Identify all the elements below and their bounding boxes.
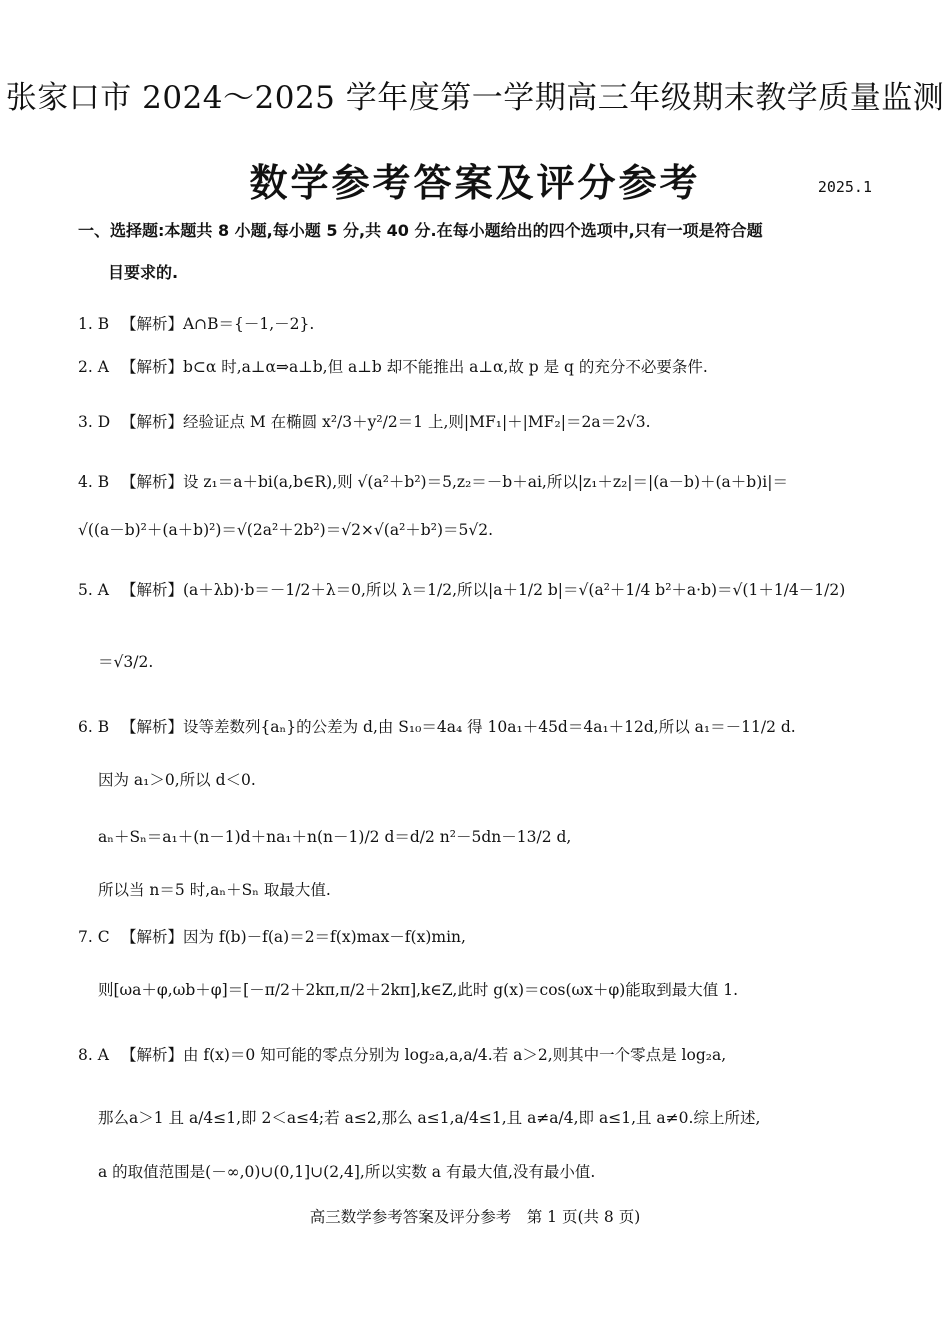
answer-number: 1. B bbox=[78, 315, 110, 333]
answer-text: 【解析】设等差数列{aₙ}的公差为 d,由 S₁₀＝4a₄ 得 10a₁＋45d＝4a₁＋12d,所以 a₁＝－11/2 d. bbox=[120, 718, 796, 736]
answer-number: 8. A bbox=[78, 1046, 109, 1064]
answer-8 bbox=[78, 1043, 878, 1065]
answer-6-cont2: aₙ＋Sₙ＝a₁＋(n－1)d＋na₁＋n(n－1)/2 d＝d/2 n²－5dn－13/2 d, bbox=[98, 828, 572, 846]
answer-1 bbox=[78, 312, 878, 334]
page-subtitle: 数学参考答案及评分参考 bbox=[249, 160, 701, 205]
section-heading-1-cont: 目要求的. bbox=[108, 263, 179, 282]
section-heading-1: 一、选择题:本题共 8 小题,每小题 5 分,共 40 分.在每小题给出的四个选项中,只有一项是符合题 bbox=[78, 221, 763, 240]
answer-number: 3. D bbox=[78, 413, 111, 431]
answer-7-cont: 则[ωa＋φ,ωb＋φ]＝[－π/2＋2kπ,π/2＋2kπ],k∈Z,此时 g(x)＝cos(ωx＋φ)能取到最大值 1. bbox=[98, 981, 739, 999]
answer-text: 【解析】b⊂α 时,a⊥α⇒a⊥b,但 a⊥b 却不能推出 a⊥α,故 p 是 q 的充分不必要条件. bbox=[120, 358, 708, 376]
answer-number: 6. B bbox=[78, 718, 110, 736]
answer-number: 5. A bbox=[78, 581, 109, 599]
answer-4 bbox=[78, 470, 878, 492]
page-title: 张家口市 2024～2025 学年度第一学期高三年级期末教学质量监测 bbox=[5, 80, 945, 116]
answer-6-cont3: 所以当 n＝5 时,aₙ＋Sₙ 取最大值. bbox=[98, 881, 331, 899]
answer-4-cont: √((a－b)²＋(a＋b)²)＝√(2a²＋2b²)＝√2×√(a²＋b²)＝5√2. bbox=[78, 521, 494, 539]
answer-number: 2. A bbox=[78, 358, 109, 376]
answer-text: 【解析】(a＋λb)·b＝－1/2＋λ＝0,所以 λ＝1/2,所以|a＋1/2 b|＝√(a²＋1/4 b²＋a·b)＝√(1＋1/4－1/2) bbox=[120, 581, 846, 599]
answer-number: 4. B bbox=[78, 473, 110, 491]
answer-8-cont: 那么a＞1 且 a/4≤1,即 2＜a≤4;若 a≤2,那么 a≤1,a/4≤1,且 a≠a/4,即 a≤1,且 a≠0.综上所述, bbox=[98, 1109, 761, 1127]
date-label: 2025.1 bbox=[817, 178, 872, 196]
page-footer: 高三数学参考答案及评分参考 第 1 页(共 8 页) bbox=[309, 1208, 641, 1226]
answer-text: 【解析】设 z₁＝a＋bi(a,b∈R),则 √(a²＋b²)＝5,z₂＝－b＋ai,所以|z₁＋z₂|＝|(a－b)＋(a＋b)i|＝ bbox=[120, 473, 788, 491]
answer-text: 【解析】由 f(x)＝0 知可能的零点分别为 log₂a,a,a/4.若 a＞2,则其中一个零点是 log₂a, bbox=[120, 1046, 727, 1064]
answer-3 bbox=[78, 410, 878, 432]
answer-7 bbox=[78, 925, 878, 947]
answer-6-cont: 因为 a₁＞0,所以 d＜0. bbox=[98, 771, 256, 789]
answer-2 bbox=[78, 355, 878, 377]
answer-text: 【解析】A∩B＝{－1,－2}. bbox=[120, 315, 315, 333]
answer-5-cont: ＝√3/2. bbox=[98, 653, 154, 671]
answer-text: 【解析】经验证点 M 在椭圆 x²/3＋y²/2＝1 上,则|MF₁|＋|MF₂|＝2a＝2√3. bbox=[120, 413, 651, 431]
answer-text: 【解析】因为 f(b)－f(a)＝2＝f(x)max－f(x)min, bbox=[120, 928, 466, 946]
answer-5 bbox=[78, 578, 878, 600]
answer-8-cont2: a 的取值范围是(－∞,0)∪(0,1]∪(2,4],所以实数 a 有最大值,没有最小值. bbox=[98, 1163, 596, 1181]
answer-6 bbox=[78, 715, 878, 737]
answer-number: 7. C bbox=[78, 928, 110, 946]
